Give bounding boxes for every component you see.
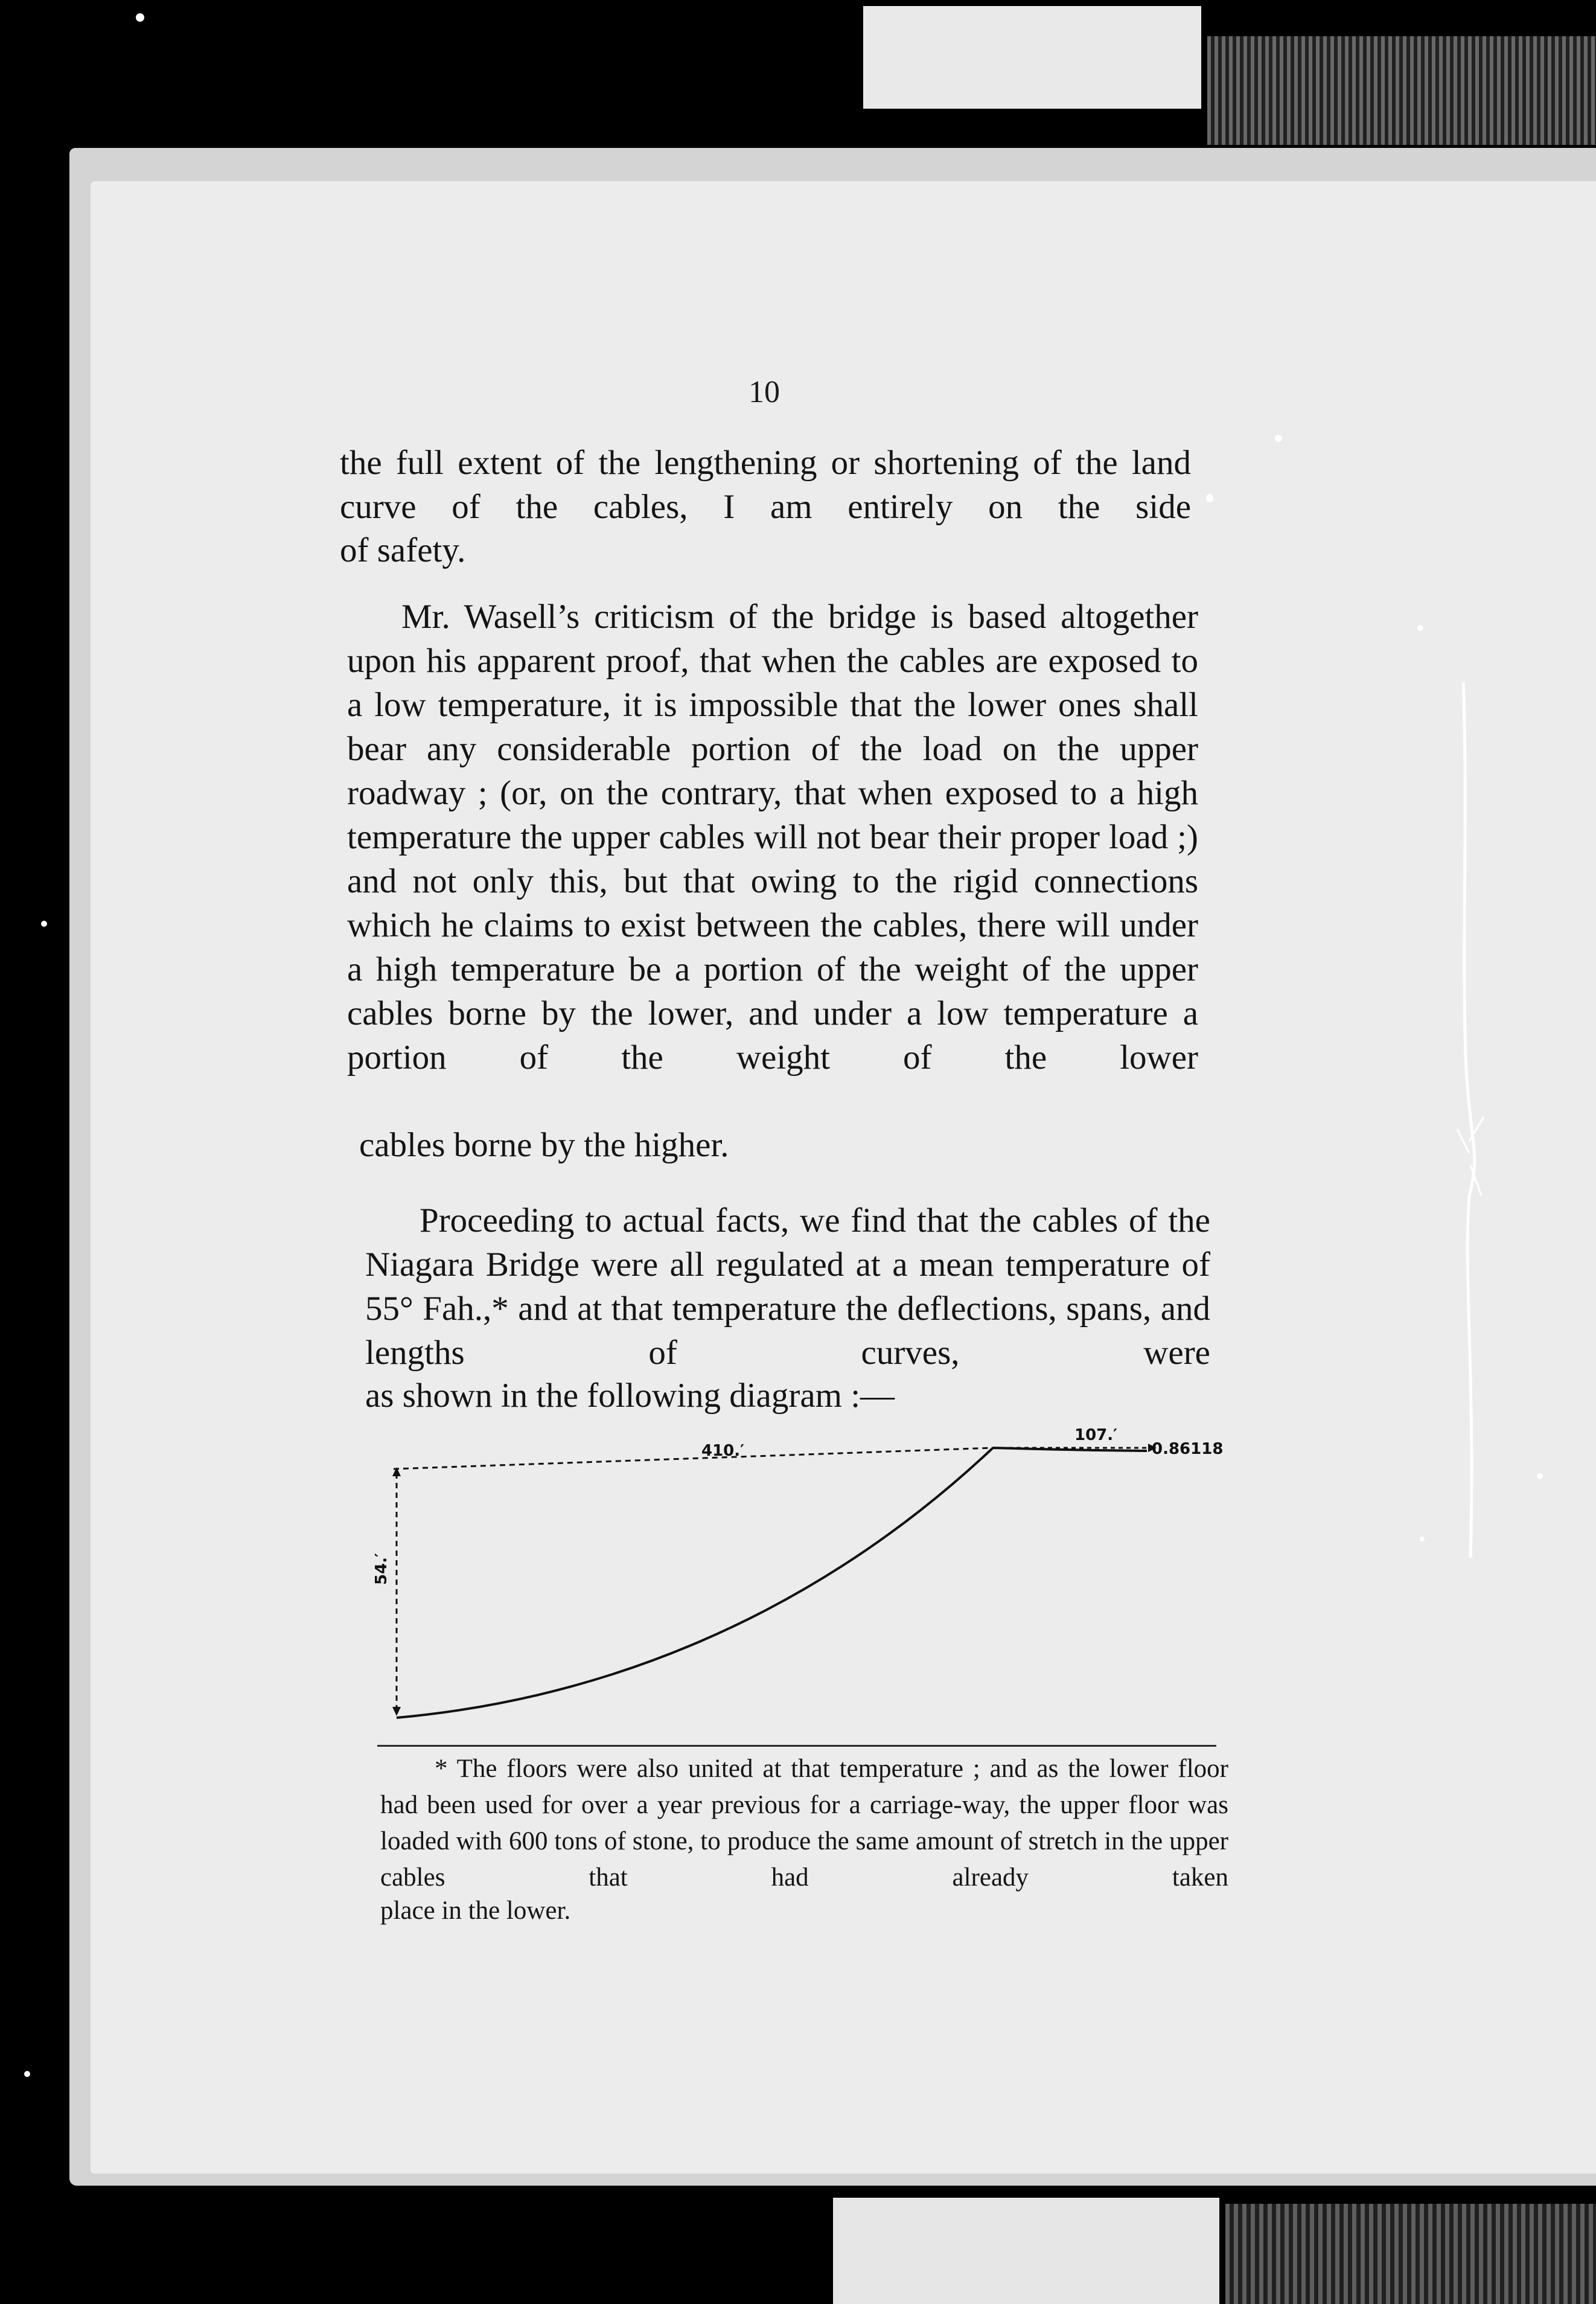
scan-speck [1275, 435, 1282, 442]
paragraph-1-lines-1-2: the full extent of the lengthening or shortening of the land curve of the cables, I am entirely on the side [340, 444, 1191, 526]
label-span-river: 107.′ [1074, 1426, 1118, 1444]
footnote-last-line: place in the lower. [380, 1896, 571, 1925]
label-height: 54.′ [372, 1553, 391, 1585]
paragraph-3-body: Proceeding to actual facts, we find that the cables of the Niagara Bridge were all regulated at a mean temperature of 55° Fah.,* and at that temperature the deflections, spans, and lengths of curves, were [365, 1202, 1210, 1372]
cable-curve-diagram [372, 1422, 1231, 1736]
scan-speck [1420, 1537, 1425, 1541]
span-dimension-line [394, 1448, 993, 1469]
scan-speck [41, 921, 47, 927]
scan-tab-bottom [833, 2198, 1219, 2304]
paragraph-2-body: Mr. Wasell’s criticism of the bridge is based altogether upon his apparent proof, that when the cables are exposed to a low temperature, it is impossible that the lower ones shall bear any considerable portion of the load on the upper roadway ; (or, on the contrary, that when exposed to a high temperature the upper cables will not bear their proper load ;) and not only this, but that owing to the rigid connections which he claims to exist between the cables, there will under a high temperature be a portion of the weight of the upper cables borne by the lower, and under a low temperature a portion of the weight of the lower [347, 598, 1198, 1077]
arrowhead-down [392, 1707, 401, 1716]
scan-speck [1417, 625, 1423, 631]
label-span-land: 410.′ [701, 1442, 745, 1460]
scan-speck [1206, 494, 1213, 502]
page-number: 10 [749, 375, 780, 409]
river-cable-curve [993, 1448, 1147, 1451]
land-cable-curve [397, 1448, 993, 1718]
footnote-rule [377, 1745, 1216, 1747]
label-deflection-end: 0.86118 [1152, 1440, 1224, 1458]
footnote-body: * The floors were also united at that temperature ; and as the lower floor had been used for over a year previous for a carriage-way, the upper floor was loaded with 600 tons of stone, to produce the same amount of stretch in the upper cables that had already taken [380, 1755, 1228, 1892]
scan-speck [1537, 1473, 1543, 1479]
scan-speck [136, 13, 144, 22]
paragraph-3-last-line: as shown in the following diagram :— [365, 1377, 895, 1415]
scan-speck [24, 2071, 30, 2077]
scan-tab-top [863, 6, 1201, 109]
paragraph-1-line-3: of safety. [340, 531, 466, 569]
paragraph-2-last-line: cables borne by the higher. [359, 1126, 729, 1164]
binding-thread [1457, 682, 1485, 1558]
scan-fabric-top [1207, 36, 1596, 145]
scan-fabric-bottom [1225, 2204, 1596, 2304]
